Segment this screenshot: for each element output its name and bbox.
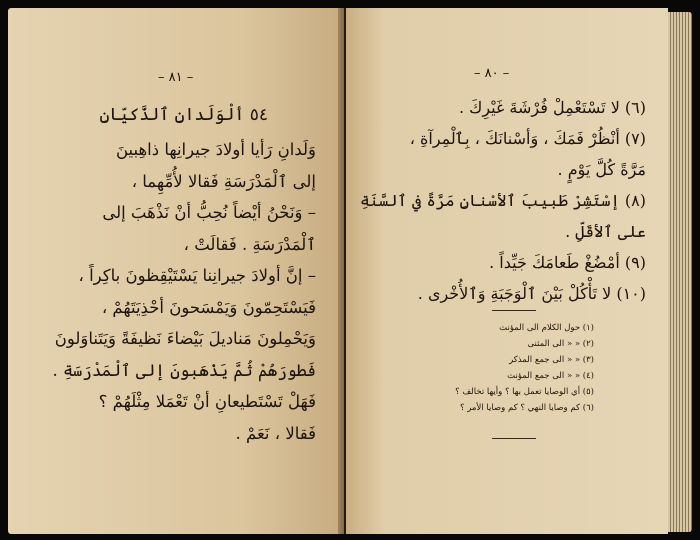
left-page xyxy=(8,8,344,534)
list-item: مَرَّةً كُلَّ يَوْمٍ . xyxy=(557,160,646,179)
advice-list xyxy=(356,92,646,309)
story-line: فَيَسْتَحِمّونَ وَيَمْسَحونَ أحْذِيَتَهُمْ ، xyxy=(101,297,316,317)
list-item: (٩) أمْضُغْ طَعامَكَ جَيِّداً . xyxy=(489,253,646,272)
story-line: فَهَلْ تَسْتَطيعانِ أنْ تَعْمَلا مِثْلَهُمْ ؟ xyxy=(98,392,316,411)
story-line: وَيَحْمِلونَ مَناديلَ بَيْضاءَ نَظيفَةً وَيَتَناوَلونَ xyxy=(54,329,316,348)
story-line: – إنَّ أولادَ جيرانِنا يَسْتَيْقِظونَ باكِراً ، xyxy=(78,266,316,285)
note-item: (٤) « « الى جمع المؤنث xyxy=(507,371,594,381)
note-item: (٣) « « الى جمع المذكر xyxy=(509,355,594,365)
list-item: (٦) لا تَسْتَعْمِلْ فُرْشَةَ غَيْرِكَ . xyxy=(458,98,646,117)
page-edges xyxy=(668,12,692,532)
open-book-spread xyxy=(8,8,692,534)
list-item: على ٱلأقَلِّ . xyxy=(565,222,646,241)
note-item: (١) حول الكلام الى المؤنث xyxy=(499,323,594,333)
note-item: (٥) أي الوصايا تعمل بها ؟ وأيها تخالف ؟ xyxy=(455,387,594,397)
note-item: (٦) كم وصايا النهي ؟ كم وصايا الأمر ؟ xyxy=(460,403,594,413)
story-line: إلى ٱلْمَدْرَسَةِ فَقالا لأُمِّهِما ، xyxy=(131,171,316,191)
story-line: فَطورَهُمْ ثُمَّ يَذْهَبونَ إلى ٱلْمَدْرَسَةِ . xyxy=(52,360,316,380)
exercise-notes xyxy=(374,320,594,416)
story-line: فَقالا ، نَعَمْ . xyxy=(235,423,316,443)
story-text xyxy=(26,134,316,449)
list-item: (١٠) لا تَأْكُلْ بَيْنَ ٱلْوَجَبَةِ وَٱلأُخْرى . xyxy=(417,284,646,303)
list-item: (٨) إسْتَشِرْ طَبيبَ ٱلأسْنانِ مَرَّةً في ٱلسَّنَةِ xyxy=(360,191,646,210)
divider-line xyxy=(492,310,536,311)
list-item: (٧) أنْظُرْ فَمَكَ ، وَأسْنانَكَ ، بِٱلْمِرآةِ ، xyxy=(409,129,646,148)
right-page xyxy=(346,8,668,534)
story-line: – وَنَحْنُ أيْضاً نُحِبُّ أنْ نَذْهَبَ إلى xyxy=(102,203,316,222)
lesson-title: ٥٤ ألْوَلَدانِ ٱلذَّكيّانِ xyxy=(99,105,268,125)
page-number-80: – ٨٠ – xyxy=(474,66,510,81)
divider-line xyxy=(492,438,536,439)
story-line: وَلَدانِ رَأيا أولادَ جيرانِها ذاهِبينَ xyxy=(115,140,316,159)
page-number-81: – ٨١ – xyxy=(158,70,194,85)
note-item: (٢) « « الى المثنى xyxy=(527,339,594,349)
story-line: ٱلْمَدْرَسَةِ . فَقالَتْ ، xyxy=(183,234,316,254)
